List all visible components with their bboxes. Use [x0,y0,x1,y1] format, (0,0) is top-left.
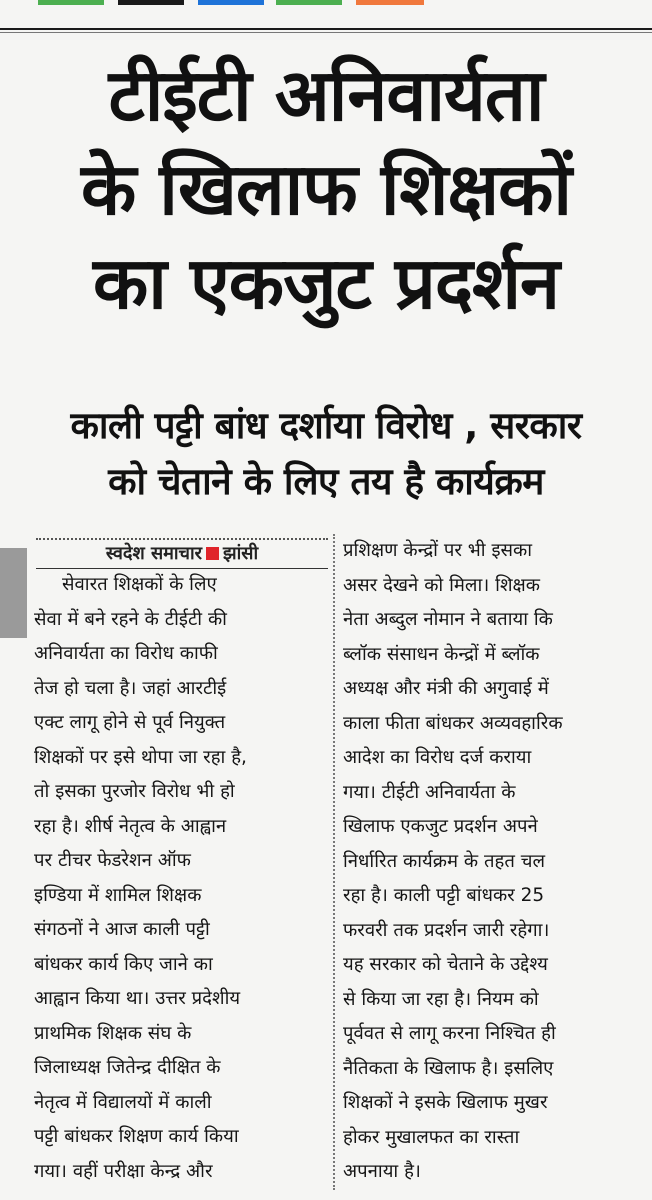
article-line: से किया जा रहा है। नियम को [343,988,539,1010]
header-block-green-2 [276,0,342,5]
subheadline-line-1: काली पट्टी बांध दर्शाया विरोध , सरकार [70,404,582,447]
article-line: प्राथमिक शिक्षक संघ के [34,1022,192,1044]
article-line: एक्ट लागू होने से पूर्व नियुक्त [34,712,226,733]
article-line: यह सरकार को चेताने के उद्देश्य [343,954,548,975]
subheadline-line-2: को चेताने के लिए तय है कार्यक्रम [108,460,544,503]
article-line: खिलाफ एकजुट प्रदर्शन अपने [343,816,538,837]
article-line: निर्धारित कार्यक्रम के तहत चल [343,850,546,872]
article-line: सेवारत शिक्षकों के लिए [62,574,217,595]
article-line: असर देखने को मिला। शिक्षक [343,574,540,596]
header-block-black [118,0,184,5]
article-line: गया। टीईटी अनिवार्यता के [343,781,516,803]
article-line: पट्टी बांधकर शिक्षण कार्य किया [34,1126,239,1147]
headline [20,48,632,330]
article-column-1 [34,568,330,1189]
article-line: होकर मुखालफत का रास्ता [343,1126,520,1148]
article-line: रहा है। काली पट्टी बांधकर 25 [343,885,545,906]
article-line: अध्यक्ष और मंत्री की अगुवाई में [343,678,549,699]
article-line: पूर्ववत से लागू करना निश्चित ही [343,1023,556,1044]
article-line: नेतृत्व में विद्यालयों में काली [34,1091,212,1113]
article-line: शिक्षकों पर इसे थोपा जा रहा है, [34,746,247,768]
article-line: काला फीता बांधकर अव्यवहारिक [343,712,563,734]
article-line: पर टीचर फेडरेशन ऑफ [34,850,191,871]
article-line: गया। वहीं परीक्षा केन्द्र और [34,1160,213,1182]
byline [36,538,328,568]
article-line: आदेश का विरोध दर्ज कराया [343,747,532,768]
top-rule-thin [0,32,652,33]
byline-city: झांसी [223,543,259,564]
article-line: अनिवार्यता का विरोध काफी [34,643,218,664]
column-divider [333,534,335,1190]
byline-red-square [206,547,219,560]
subheadline [14,398,638,510]
headline-line-3: का एकजुट प्रदर्शन [92,241,560,325]
header-block-blue [198,0,264,5]
page-edge-tab [0,548,27,638]
headline-line-1: टीईटी अनिवार्यता [108,53,544,137]
article-line: तो इसका पुरजोर विरोध भी हो [34,781,235,802]
header-color-strip [0,0,652,6]
article-line: रहा है। शीर्ष नेतृत्व के आह्वान [34,815,227,837]
article-line: नैतिकता के खिलाफ है। इसलिए [343,1057,554,1079]
article-line: अपनाया है। [343,1161,421,1182]
article-line: सेवा में बने रहने के टीईटी की [34,608,227,630]
article-line: आह्वान किया था। उत्तर प्रदेशीय [34,988,241,1009]
article-line: प्रशिक्षण केन्द्रों पर भी इसका [343,540,533,561]
header-block-orange [356,0,424,5]
top-rule [0,28,652,30]
article-line: जिलाध्यक्ष जितेन्द्र दीक्षित के [34,1057,221,1078]
header-block-green [38,0,104,5]
article-line: ब्लॉक संसाधन केन्द्रों में ब्लॉक [343,643,540,665]
article-line: तेज हो चला है। जहां आरटीई [34,677,227,699]
article-column-2 [343,534,633,1190]
article-line: नेता अब्दुल नोमान ने बताया कि [343,609,553,630]
article-line: फरवरी तक प्रदर्शन जारी रहेगा। [343,919,550,941]
article-line: संगठनों ने आज काली पट्टी [34,919,210,940]
article-line: बांधकर कार्य किए जाने का [34,953,213,975]
headline-line-2: के खिलाफ शिक्षकों [80,147,572,231]
byline-source: स्वदेश समाचार [105,543,202,564]
article-line: इण्डिया में शामिल शिक्षक [34,884,202,906]
article-line: शिक्षकों ने इसके खिलाफ मुखर [343,1092,548,1113]
